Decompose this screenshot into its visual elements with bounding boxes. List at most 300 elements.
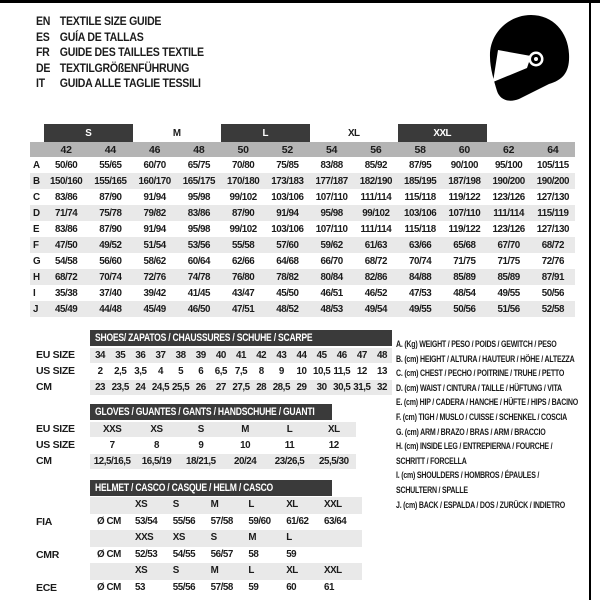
helmet-value: 53/54 [135,515,158,527]
row-label-spacer [30,497,90,514]
shoes-value: 25,5 [171,382,190,393]
legend-line: C. (cm) CHEST / PECHO / POITRINE / TRUHE / PETTO [396,368,565,380]
measurement-value: 56/60 [99,255,122,267]
measurement-value: 99/102 [229,223,257,235]
helmet-value: 52/53 [135,548,158,560]
language-code: IT [36,76,45,90]
measurement-value: 58/62 [143,255,166,267]
standard-label: CMR [36,548,60,561]
measurement-value: 99/102 [229,191,257,203]
measurement-value: 57/60 [265,237,309,253]
row-label: EU SIZE [36,349,75,361]
language-title: TEXTILGRÖßENFÜHRUNG [59,60,190,75]
measurement-value: 107/110 [442,205,486,221]
measurement-value: 66/70 [320,255,343,267]
measurement-value: 68/72 [364,255,388,267]
legend-line: G. (cm) ARM / BRAZO / BRAS / ARM / BRACCIO [396,426,546,438]
shoes-size-table [30,330,392,396]
size-number-cell: 42 [44,142,88,157]
helmet-values [90,514,362,531]
helmet-size-label: XS [172,532,185,543]
gloves-value: 12,5/16,5 [93,456,131,467]
shoes-row [30,364,392,379]
shoes-value: 24 [135,382,146,393]
shoes-value: 46 [336,350,347,361]
language-code: FR [36,45,50,59]
measurement-value: 75/78 [88,205,132,221]
row-label: B [30,173,44,189]
shoes-value: 28 [256,382,267,393]
measurement-value: 68/72 [44,269,88,285]
gloves-value: M [241,424,249,435]
shoes-value: 9 [278,366,284,377]
shoes-value: 37 [155,350,166,361]
top-border-line [0,0,600,3]
measurement-value: 84/88 [398,269,442,285]
shoes-value: 31,5 [353,382,371,393]
legend-line: F. (cm) TIGH / MUSLO / CUISSE / SCHENKEL / COSCIA [396,411,568,423]
measurement-row-f [30,237,575,253]
helmet-value: 55/56 [172,515,196,527]
measurement-row-a [30,157,575,173]
measurement-value: 187/198 [442,173,486,189]
measurement-value: 190/200 [487,173,531,189]
gloves-row [30,454,356,469]
gloves-value: XXS [103,424,122,435]
measurement-value: 150/160 [44,173,88,189]
row-label: H [30,269,44,285]
gloves-value: 8 [153,440,159,451]
measurement-value: 64/68 [276,255,299,267]
legend-line: SCHRITT / FORCELLA [396,455,467,467]
measurement-value: 91/94 [143,191,166,203]
size-number-cell: 50 [221,142,265,157]
shoes-value: 6,5 [214,366,228,377]
measurement-value: 76/80 [221,269,265,285]
helmet-value: 53 [135,581,145,593]
textile-table-grid [30,124,575,317]
right-border-line [589,0,591,600]
helmet-value: 61/62 [286,515,309,527]
gloves-value: 7 [109,440,115,451]
corner-cell [487,124,531,142]
measurement-value: 75/85 [276,159,299,171]
measurement-value: 72/76 [541,255,565,267]
textile-size-table [30,124,575,317]
standard-label: ECE [36,581,57,594]
measurement-value: 85/89 [442,269,486,285]
measurement-value: 83/86 [54,191,78,203]
row-label: F [30,237,44,253]
shoes-value: 2 [97,366,103,377]
shoes-value: 42 [256,350,267,361]
measurement-value: 83/86 [54,223,78,235]
measurement-value: 127/130 [536,191,569,203]
size-number-cell: 64 [531,142,575,157]
row-label-spacer [30,563,90,580]
measurement-value: 63/66 [398,237,442,253]
helmet-size-label: L [248,565,254,576]
helmet-size-label: XXL [323,499,342,510]
shoes-value: 7,5 [234,366,248,377]
helmet-values [90,580,362,597]
measurement-value: 185/195 [398,173,442,189]
measurement-value: 182/190 [354,173,398,189]
gloves-row [30,438,356,453]
measurement-value: 50/56 [541,287,565,299]
shoes-value: 27 [215,382,226,393]
measurement-value: 190/200 [531,173,575,189]
measurement-value: 111/114 [487,205,531,221]
measurement-legend [396,338,588,513]
measurement-value: 46/52 [364,287,388,299]
measurement-value: 68/72 [531,237,575,253]
measurement-value: 70/74 [408,255,432,267]
measurement-value: 107/110 [315,223,348,235]
shoes-value: 23,5 [111,382,129,393]
helmet-value: 57/58 [210,581,233,593]
corner-cell [30,124,44,142]
size-group-l: L [221,124,310,142]
helmet-size-label: S [210,532,217,543]
helmet-size-table [30,480,362,596]
gloves-value: 10 [240,440,251,451]
gloves-value: XS [150,424,163,435]
measurement-value: 123/126 [492,191,525,203]
helmet-size-label: XL [286,565,298,576]
gloves-values [90,438,356,453]
shoes-title: SHOES/ ZAPATOS / CHAUSSURES / SCHUHE / SCARPE [95,332,313,344]
helmet-sizes [90,530,362,547]
measurement-value: 71/75 [453,255,476,267]
language-title: GUIDE DES TAILLES TEXTILE [59,45,204,59]
helmet-sizes-row [30,563,362,580]
legend-line: H. (cm) INSIDE LEG / ENTREPIERNA / FOURCHE / [396,441,553,453]
shoes-value: 10,5 [312,366,331,377]
shoes-value: 30 [316,382,327,393]
helmet-value: 59/60 [248,515,271,527]
measurement-value: 49/52 [88,237,132,253]
size-number-cell: 52 [265,142,309,157]
helmet-size-label: XXL [323,565,342,576]
row-label: E [33,223,40,235]
shoes-value: 39 [195,350,206,361]
helmet-value: 58 [248,548,259,560]
shoes-value: 13 [377,366,388,377]
measurement-value: 115/118 [404,191,436,203]
measurement-row-i [30,285,575,301]
measurement-value: 46/51 [320,287,343,299]
row-label: J [30,301,44,317]
gloves-value: XL [327,424,340,435]
row-label: G [33,255,41,267]
measurement-value: 170/180 [221,173,265,189]
helmet-size-label: XS [135,499,148,510]
gloves-values [90,454,356,469]
helmet-size-label: S [172,565,179,576]
measurement-value: 52/58 [531,301,575,317]
measurement-value: 45/49 [133,301,177,317]
measurement-value: 51/56 [487,301,531,317]
shoes-values [90,380,392,395]
measurement-value: 60/64 [187,255,211,267]
shoes-value: 26 [195,382,206,393]
measurement-value: 85/89 [487,269,531,285]
measurement-value: 35/38 [54,287,78,299]
size-group-row [30,124,575,142]
measurement-value: 87/90 [99,191,122,203]
language-title: TEXTILE SIZE GUIDE [59,14,162,28]
shoes-value: 48 [377,350,388,361]
gloves-values [90,422,356,437]
shoes-value: 34 [95,350,106,361]
language-row [36,76,204,92]
measurement-value: 70/80 [231,159,255,171]
measurement-value: 127/130 [536,223,569,235]
measurement-value: 50/56 [442,301,486,317]
measurement-row-h [30,269,575,285]
measurement-value: 59/62 [310,237,354,253]
helmet-size-label: M [210,565,219,576]
size-number-cell: 54 [310,142,354,157]
measurement-value: 71/74 [44,205,88,221]
shoes-value: 40 [215,350,226,361]
helmet-sizes [90,497,362,514]
helmet-value: 56/57 [210,548,233,560]
row-label: EU SIZE [36,423,75,435]
measurement-value: 55/65 [99,159,122,171]
language-code: EN [36,14,51,28]
measurement-value: 80/84 [310,269,354,285]
gloves-title-bar [90,404,332,420]
measurement-value: 95/100 [494,159,523,171]
measurement-value: 91/94 [265,205,309,221]
measurement-value: 62/66 [231,255,255,267]
language-row [36,14,204,30]
language-code: DE [36,60,51,75]
gloves-value: S [197,424,204,435]
helmet-size-label: L [248,499,254,510]
helmet-values-row [30,547,362,564]
measurement-value: 82/86 [354,269,398,285]
measurement-value: 119/122 [448,223,481,235]
measurement-value: 49/54 [354,301,398,317]
measurement-value: 67/70 [487,237,531,253]
shoes-title-bar [90,330,392,346]
measurement-value: 85/92 [364,159,388,171]
shoes-value: 36 [135,350,146,361]
shoes-value: 47 [356,350,367,361]
legend-line: D. (cm) WAIST / CINTURA / TAILLE / HÜFTUNG / VITA [396,382,562,394]
legend-line: E. (cm) HIP / CADERA / HANCHE / HÜFTE / HIPS / BACINO [396,397,578,409]
measurement-row-d [30,205,575,221]
unit-label: Ø CM [97,581,121,593]
measurement-value: 165/175 [177,173,221,189]
shoes-value: 23 [95,382,106,393]
measurement-value: 155/165 [88,173,132,189]
unit-spacer [90,530,135,547]
helmet-sizes [90,563,362,580]
legend-line: A. (Kg) WEIGHT / PESO / POIDS / GEWITCH / PESO [396,339,557,350]
legend-line: B. (cm) HEIGHT / ALTURA / HAUTEUR / HÖHE / ALTEZZA [396,353,575,365]
gloves-size-table [30,404,356,470]
row-label: US SIZE [36,439,75,451]
gloves-value: L [286,424,293,435]
gloves-value: 11 [284,440,295,451]
measurement-value: 43/47 [231,287,255,299]
size-number-cell: 48 [177,142,221,157]
row-label: C [33,191,40,203]
measurement-value: 90/100 [450,159,478,171]
measurement-value: 115/119 [531,205,575,221]
size-number-row [30,142,575,157]
unit-label: Ø CM [97,515,121,527]
measurement-value: 87/90 [99,223,122,235]
measurement-value: 46/50 [177,301,221,317]
shoes-row [30,380,392,395]
shoes-value: 10 [296,366,307,377]
shoes-value: 5 [178,366,184,377]
helmet-value [324,547,362,564]
helmet-size-label [324,530,362,547]
measurement-value: 119/122 [448,191,481,203]
measurement-value: 45/50 [276,287,299,299]
measurement-value: 103/106 [271,223,304,235]
measurement-value: 79/82 [133,205,177,221]
measurement-value: 41/45 [187,287,211,299]
measurement-value: 71/75 [497,255,520,267]
measurement-value: 95/98 [187,191,211,203]
shoes-row [30,348,392,363]
row-label: US SIZE [36,365,75,377]
measurement-value: 54/58 [54,255,78,267]
helmet-title: HELMET / CASCO / CASQUE / HELM / CASCO [95,482,273,494]
shoes-value: 32 [377,382,388,393]
helmet-values-row [30,514,362,531]
legend-line: I. (cm) SHOULDERS / HOMBROS / ÉPAULES / [396,470,540,482]
measurement-value: 91/94 [143,223,166,235]
language-title: GUÍA DE TALLAS [59,29,144,44]
legend-line: J. (cm) BACK / ESPALDA / DOS / ZURÜCK / INDIETRO [396,499,566,511]
shoes-value: 6 [198,366,204,377]
measurement-value: 45/49 [44,301,88,317]
size-group-xxl: XXL [398,124,487,142]
measurement-value: 37/40 [99,287,122,299]
measurement-value: 177/187 [310,173,354,189]
shoes-values [90,348,392,363]
measurement-value: 55/58 [221,237,265,253]
size-group-xl: XL [347,127,360,139]
gloves-title: GLOVES / GUANTES / GANTS / HANDSCHUHE / GUANTI [95,406,315,418]
measurement-value: 103/106 [271,191,304,203]
measurement-row-j [30,301,575,317]
shoes-value: 4 [157,366,163,377]
shoes-value: 45 [316,350,327,361]
band-corner-cell [30,142,44,157]
row-label-spacer [30,530,90,547]
row-label: D [30,205,44,221]
measurement-value: 47/53 [408,287,432,299]
measurement-value: 53/56 [177,237,221,253]
shoes-value: 11,5 [333,366,351,377]
measurement-value: 83/86 [177,205,221,221]
measurement-value: 61/63 [354,237,398,253]
measurement-value: 78/82 [265,269,309,285]
row-label: A [33,159,40,171]
size-number-cell: 62 [487,142,531,157]
standard-label: FIA [36,515,53,528]
shoes-value: 41 [236,350,247,361]
measurement-value: 107/110 [315,191,348,203]
measurement-row-b [30,173,575,189]
measurement-value: 95/98 [310,205,354,221]
size-group-m: M [172,127,181,139]
measurement-value: 173/183 [265,173,309,189]
language-title-list [36,14,204,92]
size-number-cell: 58 [398,142,442,157]
measurement-value: 65/75 [187,159,211,171]
measurement-value: 48/53 [310,301,354,317]
helmet-value: 55/56 [172,581,196,593]
measurement-value: 103/106 [398,205,442,221]
measurement-value: 44/48 [88,301,132,317]
measurement-value: 87/91 [531,269,575,285]
helmet-sizes-row [30,530,362,547]
measurement-value: 74/78 [177,269,221,285]
measurement-value: 47/51 [221,301,265,317]
helmet-value: 54/55 [172,548,196,560]
shoes-value: 2,5 [114,366,127,377]
shoes-value: 35 [115,350,126,361]
measurement-value: 95/98 [187,223,211,235]
language-row [36,30,204,46]
measurement-value: 160/170 [133,173,177,189]
measurement-value: 105/115 [537,159,569,171]
gloves-value: 23/26,5 [274,456,305,467]
measurement-value: 99/102 [354,205,398,221]
shoes-value: 24,5 [151,382,170,393]
helmet-values [90,547,362,564]
size-group-s: S [44,124,133,142]
shoes-value: 27,5 [232,382,250,393]
measurement-value: 50/60 [54,159,78,171]
gloves-value: 16,5/19 [141,456,172,467]
language-row [36,61,204,77]
gloves-value: 9 [198,440,204,451]
shoes-value: 28,5 [272,382,290,393]
measurement-value: 70/74 [88,269,132,285]
measurement-value: 65/68 [442,237,486,253]
helmet-size-label: S [172,499,179,510]
helmet-values-row [30,580,362,597]
helmet-size-label: L [286,532,292,543]
measurement-value: 111/114 [360,191,392,203]
measurement-value: 47/50 [44,237,88,253]
gloves-value: 12 [328,440,339,451]
gloves-value: 20/24 [234,456,257,467]
unit-spacer [90,563,135,580]
unit-label: Ø CM [97,548,121,560]
measurement-value: 48/54 [453,287,476,299]
helmet-size-label: XL [286,499,298,510]
gloves-value: 25,5/30 [319,456,349,467]
measurement-value: 49/55 [497,287,520,299]
helmet-title-bar [90,480,332,496]
language-row [36,45,204,61]
measurement-value: 87/90 [221,205,265,221]
shoes-value: 12 [356,366,367,377]
gloves-row [30,422,356,437]
